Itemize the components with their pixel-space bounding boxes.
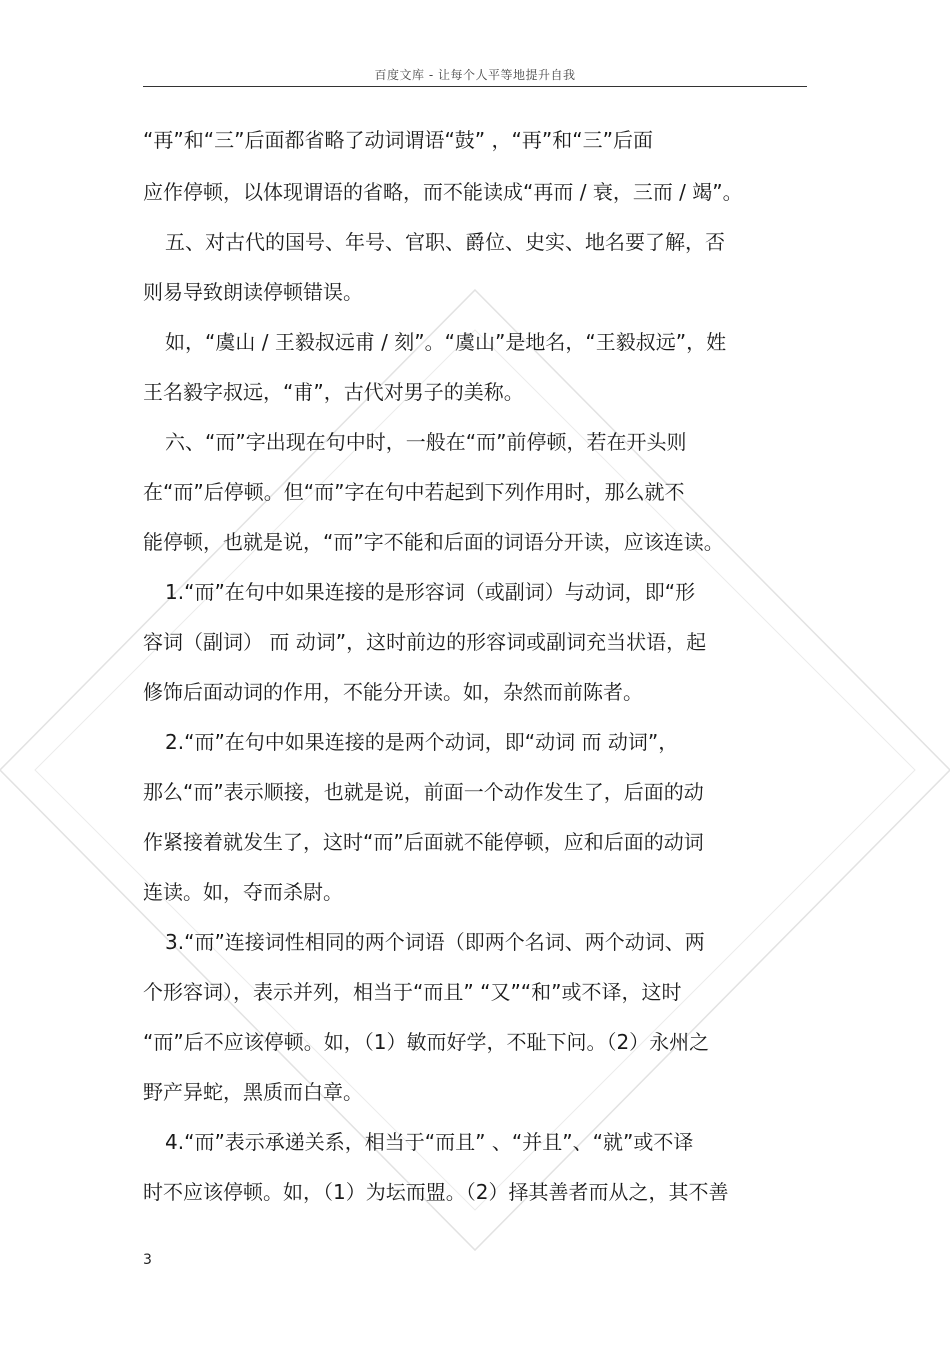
text-line: 王名毅字叔远，“甫”，古代对男子的美称。 (143, 380, 524, 404)
header-divider (143, 86, 807, 87)
page-header: 百度文库 - 让每个人平等地提升自我 (374, 68, 576, 82)
text-line: 个形容词），表示并列，相当于“而且” “又”“和”或不译，这时 (143, 980, 682, 1004)
text-line: “再”和“三”后面都省略了动词谓语“鼓” ，“再”和“三”后面 (143, 128, 653, 152)
text-line: 修饰后面动词的作用，不能分开读。如，杂然而前陈者。 (143, 680, 643, 704)
text-line: “而”后不应该停顿。如，（1）敏而好学，不耻下问。（2）永州之 (143, 1030, 710, 1054)
page-number: 3 (143, 1252, 152, 1268)
text-line: 五、对古代的国号、年号、官职、爵位、史实、地名要了解，否 (165, 230, 725, 254)
text-line: 能停顿，也就是说，“而”字不能和后面的词语分开读，应该连读。 (143, 530, 724, 554)
text-line: 1.“而”在句中如果连接的是形容词（或副词）与动词，即“形 (165, 580, 696, 604)
text-line: 应作停顿，以体现谓语的省略，而不能读成“再而 / 衰，三而 / 竭”。 (143, 180, 743, 204)
text-line: 连读。如，夺而杀尉。 (143, 880, 343, 904)
text-line: 容词（副词） 而 动词”，这时前边的形容词或副词充当状语，起 (143, 630, 707, 654)
text-line: 那么“而”表示顺接，也就是说，前面一个动作发生了，后面的动 (143, 780, 704, 804)
text-line: 六、“而”字出现在句中时，一般在“而”前停顿，若在开头则 (165, 430, 687, 454)
text-line: 3.“而”连接词性相同的两个词语（即两个名词、两个动词、两 (165, 930, 705, 954)
text-line: 4.“而”表示承递关系，相当于“而且” 、“并且”、“就”或不译 (165, 1130, 694, 1154)
text-line: 如，“虞山 / 王毅叔远甫 / 刻”。“虞山”是地名，“王毅叔远”，姓 (165, 330, 727, 354)
text-line: 则易导致朗读停顿错误。 (143, 280, 363, 304)
text-line: 野产异蛇，黑质而白章。 (143, 1080, 363, 1104)
text-line: 时不应该停顿。如，（1）为坛而盟。（2）择其善者而从之，其不善 (143, 1180, 729, 1204)
text-line: 作紧接着就发生了，这时“而”后面就不能停顿，应和后面的动词 (143, 830, 704, 854)
text-line: 在“而”后停顿。但“而”字在句中若起到下列作用时，那么就不 (143, 480, 685, 504)
text-line: 2.“而”在句中如果连接的是两个动词，即“动词 而 动词”， (165, 730, 679, 754)
